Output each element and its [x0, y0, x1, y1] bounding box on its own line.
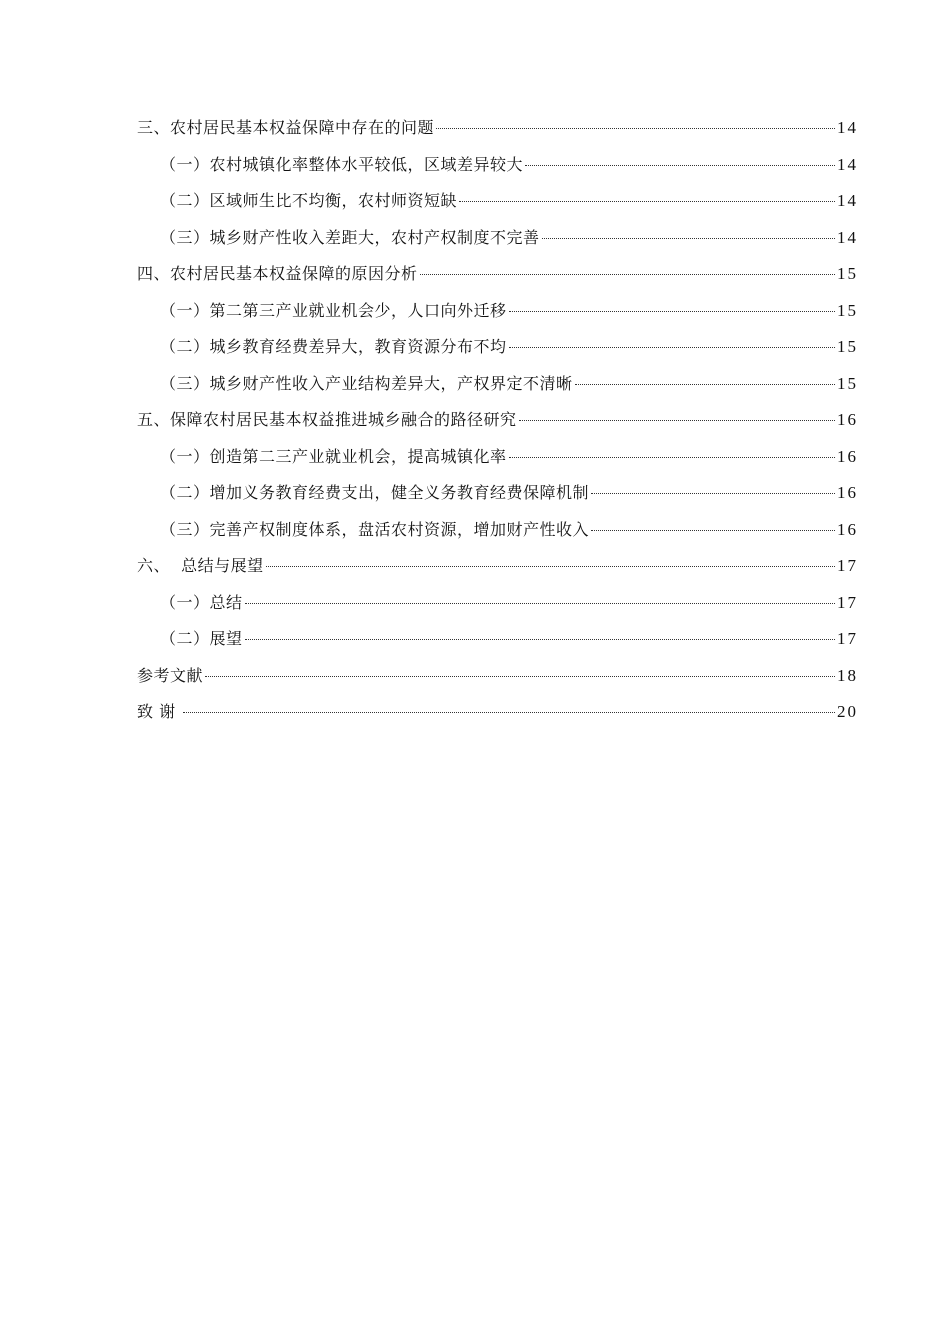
toc-entry[interactable] — [137, 335, 858, 372]
toc-page-number: 14 — [837, 118, 858, 137]
toc-entry[interactable] — [137, 627, 858, 664]
toc-entry[interactable] — [137, 591, 858, 628]
toc-entry-title: （一）总结 — [160, 592, 243, 612]
toc-entry[interactable] — [137, 262, 858, 299]
toc-entry-title: （三）完善产权制度体系，盘活农村资源，增加财产性收入 — [160, 519, 590, 539]
toc-leader-dots — [459, 201, 835, 202]
toc-leader-dots — [436, 128, 835, 129]
toc-page-number: 16 — [837, 410, 858, 429]
toc-entry-title: 三、农村居民基本权益保障中存在的问题 — [137, 118, 435, 137]
toc-entry[interactable] — [137, 299, 858, 336]
toc-page-number: 17 — [837, 592, 858, 612]
toc-page-number: 14 — [837, 154, 858, 174]
toc-page-number: 16 — [837, 446, 858, 466]
toc-leader-dots — [245, 639, 835, 640]
toc-entry[interactable] — [137, 226, 858, 263]
toc-entry[interactable] — [137, 664, 858, 701]
toc-entry-title: （一）第二第三产业就业机会少，人口向外迁移 — [160, 300, 507, 320]
toc-entry-title: 参考文献 — [137, 665, 204, 685]
toc-entry[interactable] — [137, 372, 858, 409]
toc-entry-title: 五、保障农村居民基本权益推进城乡融合的路径研究 — [137, 410, 517, 429]
toc-page-number: 16 — [837, 483, 858, 502]
toc-entry-title: 致 谢 — [137, 702, 182, 721]
toc-leader-dots — [266, 566, 835, 567]
toc-leader-dots — [205, 676, 835, 677]
toc-entry-title: （三）城乡财产性收入差距大，农村产权制度不完善 — [160, 227, 540, 247]
toc-entry-title: （二）区域师生比不均衡，农村师资短缺 — [160, 191, 458, 210]
toc-page-number: 15 — [837, 373, 858, 393]
toc-leader-dots — [542, 238, 835, 239]
toc-entry[interactable] — [137, 445, 858, 482]
toc-entry[interactable] — [137, 700, 858, 737]
toc-entry[interactable] — [137, 518, 858, 555]
toc-page-number: 15 — [837, 337, 858, 356]
toc-entry-title: （一）创造第二三产业就业机会，提高城镇化率 — [160, 446, 507, 466]
toc-leader-dots — [420, 274, 835, 275]
toc-leader-dots — [509, 311, 835, 312]
toc-page-number: 17 — [837, 629, 858, 648]
toc-leader-dots — [525, 165, 835, 166]
toc-page-number: 17 — [837, 556, 858, 575]
toc-leader-dots — [183, 712, 835, 713]
toc-page-number: 18 — [837, 665, 858, 685]
toc-leader-dots — [591, 530, 835, 531]
toc-page-number: 14 — [837, 227, 858, 247]
toc-leader-dots — [575, 384, 835, 385]
toc-entry[interactable] — [137, 554, 858, 591]
toc-leader-dots — [519, 420, 835, 421]
toc-page-number: 15 — [837, 264, 858, 283]
toc-leader-dots — [509, 347, 835, 348]
toc-entry-title: （三）城乡财产性收入产业结构差异大，产权界定不清晰 — [160, 373, 573, 393]
toc-page-number: 14 — [837, 191, 858, 210]
toc-entry-title: （二）城乡教育经费差异大，教育资源分布不均 — [160, 337, 507, 356]
toc-entry[interactable] — [137, 408, 858, 445]
toc-entry-title: 六、 总结与展望 — [137, 556, 264, 575]
toc-leader-dots — [245, 603, 835, 604]
toc-leader-dots — [509, 457, 835, 458]
toc-page-number: 16 — [837, 519, 858, 539]
toc-entry-title: （一）农村城镇化率整体水平较低，区域差异较大 — [160, 154, 524, 174]
toc-page-number: 15 — [837, 300, 858, 320]
table-of-contents — [137, 116, 858, 737]
toc-entry-title: （二）增加义务教育经费支出，健全义务教育经费保障机制 — [160, 483, 590, 502]
toc-entry-title: 四、农村居民基本权益保障的原因分析 — [137, 264, 418, 283]
toc-entry[interactable] — [137, 153, 858, 190]
toc-entry[interactable] — [137, 481, 858, 518]
toc-entry[interactable] — [137, 116, 858, 153]
toc-entry-title: （二）展望 — [160, 629, 243, 648]
toc-leader-dots — [591, 493, 835, 494]
toc-page-number: 20 — [837, 702, 858, 721]
toc-entry[interactable] — [137, 189, 858, 226]
